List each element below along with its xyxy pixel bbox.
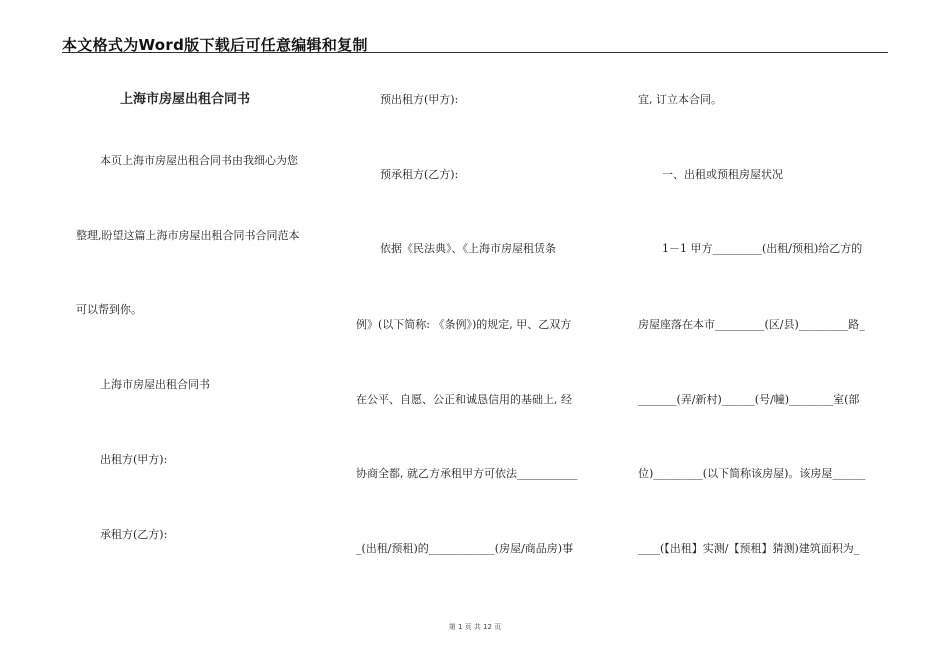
paragraph-line: 依据《民法典》、《上海市房屋租赁条 [380, 242, 556, 255]
party-label-lessee: 承租方(乙方): [100, 528, 168, 541]
page-number: 第 1 页 共 12 页 [448, 623, 502, 631]
paragraph-line: 例》(以下简称: 《条例》)的规定, 甲、乙双方 [356, 318, 572, 331]
banner-divider [62, 52, 888, 53]
paragraph-line: 可以帮到你。 [76, 303, 142, 316]
party-label-pre-lessor: 预出租方(甲方): [380, 93, 459, 106]
paragraph-line: ____(【出租】实测/【预租】猜测)建筑面积为_ [638, 542, 860, 555]
paragraph-line: _______(弄/新村)______(号/幢)________室(部 [638, 393, 860, 406]
section-heading: 上海市房屋出租合同书 [100, 378, 210, 391]
paragraph-line: _(出租/预租)的____________(房屋/商品房)事 [356, 542, 574, 555]
paragraph-line: 位)_________(以下简称该房屋)。该房屋______ [638, 467, 866, 480]
paragraph-line: 房屋座落在本市_________(区/县)_________路_ [638, 318, 865, 331]
party-label-pre-lessee: 预承租方(乙方): [380, 168, 459, 181]
party-label-lessor: 出租方(甲方): [100, 453, 168, 466]
clause-line: 1－1 甲方_________(出租/预租)给乙方的 [662, 242, 863, 255]
paragraph-line: 整理,盼望这篇上海市房屋出租合同书合同范本 [76, 229, 300, 242]
paragraph-line: 本页上海市房屋出租合同书由我细心为您 [100, 154, 298, 167]
document-title: 上海市房屋出租合同书 [120, 92, 251, 107]
paragraph-line: 协商全都, 就乙方承租甲方可依法___________ [356, 467, 578, 480]
document-banner: 本文格式为Word版下载后可任意编辑和复制 [62, 36, 368, 54]
paragraph-line: 在公平、自愿、公正和诚恳信用的基础上, 经 [356, 393, 572, 406]
paragraph-line: 宜, 订立本合同。 [638, 93, 722, 106]
section-heading: 一、出租或预租房屋状况 [662, 168, 783, 181]
